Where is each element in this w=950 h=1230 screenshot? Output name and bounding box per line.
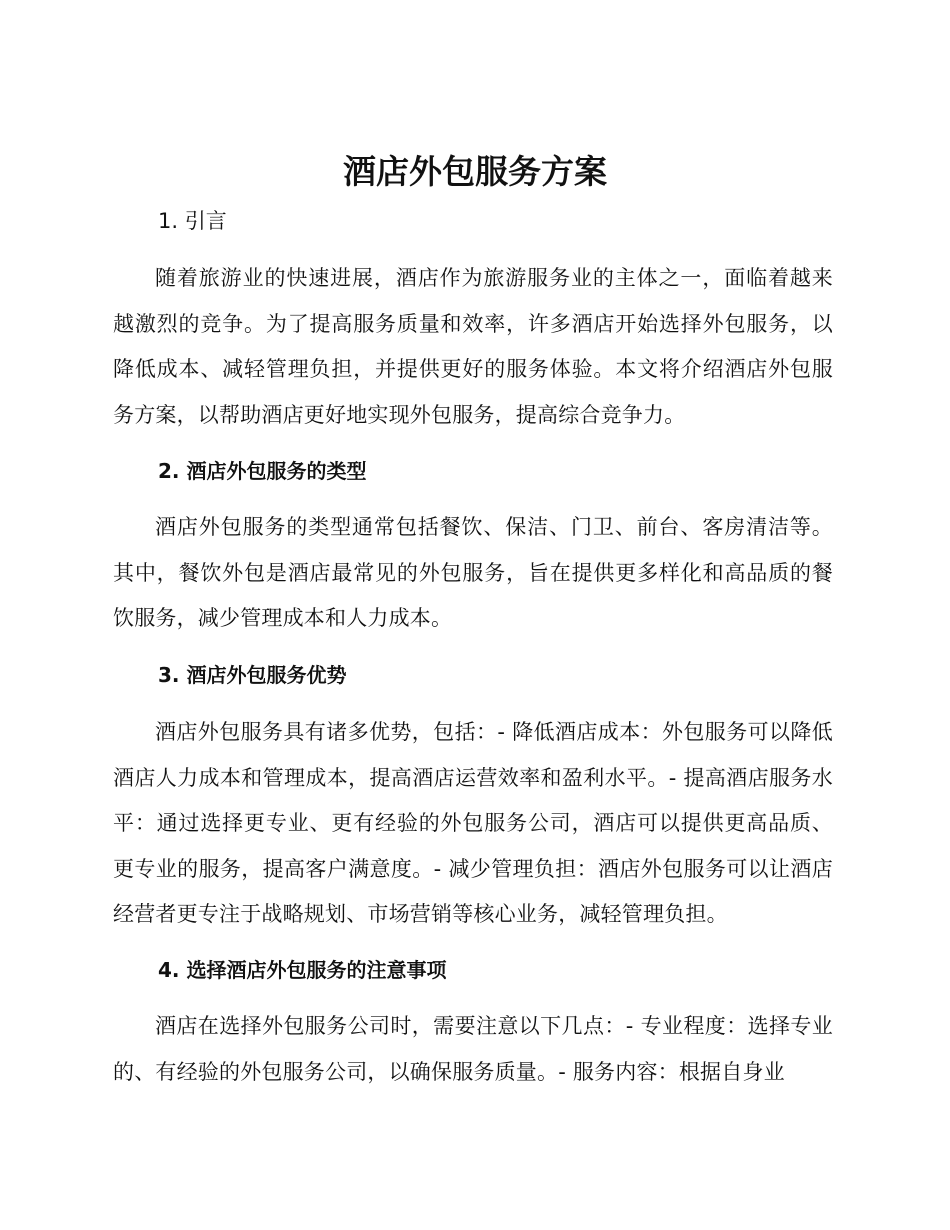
section-paragraph-introduction: 随着旅游业的快速进展，酒店作为旅游服务业的主体之一，面临着越来越激烈的竞争。为了提高服务质量和效率，许多酒店开始选择外包服务，以降低成本、减轻管理负担，并提供更好的服务体验。本文将介绍酒店外包服务方案，以帮助酒店更好地实现外包服务，提高综合竞争力。 [113, 266, 833, 427]
document-title: 酒店外包服务方案 [343, 152, 607, 191]
section-paragraph-advantages: 酒店外包服务具有诸多优势，包括：- 降低酒店成本：外包服务可以降低酒店人力成本和管理成本，提高酒店运营效率和盈利水平。- 提高酒店服务水平：通过选择更专业、更有经验的外包服务公司，酒店可以提供更高品质、更专业的服务，提高客户满意度。- 减少管理负担：酒店外包服务可以让酒店经营者更专注于战略规划、市场营销等核心业务，减轻管理负担。 [113, 720, 833, 926]
section-heading-types: 2. 酒店外包服务的类型 [158, 459, 367, 483]
section-paragraph-types: 酒店外包服务的类型通常包括餐饮、保洁、门卫、前台、客房清洁等。其中，餐饮外包是酒店最常见的外包服务，旨在提供更多样化和高品质的餐饮服务，减少管理成本和人力成本。 [113, 515, 833, 630]
section-heading-considerations: 4. 选择酒店外包服务的注意事项 [158, 958, 447, 982]
section-heading-introduction: 1. 引言 [158, 209, 227, 233]
section-paragraph-considerations: 酒店在选择外包服务公司时，需要注意以下几点：- 专业程度：选择专业的、有经验的外包服务公司，以确保服务质量。- 服务内容：根据自身业 [113, 1014, 833, 1084]
section-heading-advantages: 3. 酒店外包服务优势 [158, 663, 347, 687]
